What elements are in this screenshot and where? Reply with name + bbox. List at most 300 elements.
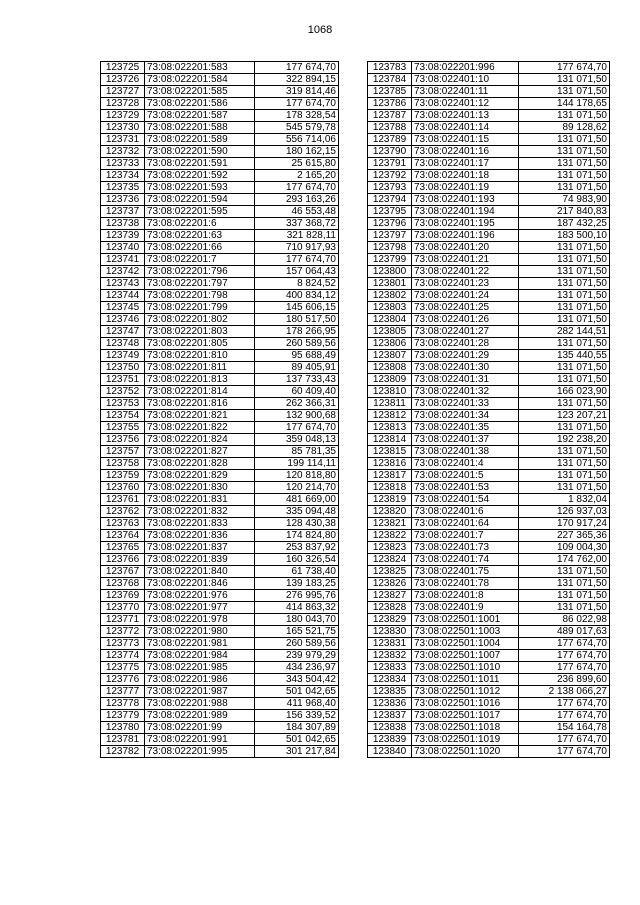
cadastral-number-cell: 73:08:022201:991 [145, 734, 255, 746]
row-number-cell: 123742 [101, 266, 145, 278]
value-cell: 131 071,50 [519, 254, 610, 266]
table-row [101, 722, 339, 734]
value-cell: 131 071,50 [519, 578, 610, 590]
row-number-cell: 123751 [101, 374, 145, 386]
table-row [101, 110, 339, 122]
table-row [101, 410, 339, 422]
value-cell: 157 064,43 [255, 266, 339, 278]
row-number-cell: 123749 [101, 350, 145, 362]
row-number-cell: 123796 [368, 218, 412, 230]
value-cell: 120 818,80 [255, 470, 339, 482]
table-row [101, 158, 339, 170]
cadastral-number-cell: 73:08:022201:824 [145, 434, 255, 446]
table-row [101, 338, 339, 350]
cadastral-number-cell: 73:08:022201:980 [145, 626, 255, 638]
row-number-cell: 123775 [101, 662, 145, 674]
value-cell: 260 589,56 [255, 638, 339, 650]
value-cell: 321 828,11 [255, 230, 339, 242]
cadastral-number-cell: 73:08:022401:8 [412, 590, 519, 602]
cadastral-number-cell: 73:08:022201:822 [145, 422, 255, 434]
cadastral-number-cell: 73:08:022201:588 [145, 122, 255, 134]
cadastral-number-cell: 73:08:022401:12 [412, 98, 519, 110]
table-row [368, 278, 610, 290]
table-row [101, 98, 339, 110]
cadastral-number-cell: 73:08:022201:590 [145, 146, 255, 158]
table-row [368, 302, 610, 314]
cadastral-number-cell: 73:08:022201:827 [145, 446, 255, 458]
table-row [101, 362, 339, 374]
row-number-cell: 123840 [368, 746, 412, 758]
row-number-cell: 123790 [368, 146, 412, 158]
cadastral-number-cell: 73:08:022201:988 [145, 698, 255, 710]
table-row [368, 350, 610, 362]
row-number-cell: 123757 [101, 446, 145, 458]
cadastral-number-cell: 73:08:022201:821 [145, 410, 255, 422]
cadastral-number-cell: 73:08:022401:28 [412, 338, 519, 350]
table-row [368, 590, 610, 602]
table-row [368, 110, 610, 122]
table-row [368, 458, 610, 470]
cadastral-number-cell: 73:08:022501:1004 [412, 638, 519, 650]
row-number-cell: 123825 [368, 566, 412, 578]
row-number-cell: 123727 [101, 86, 145, 98]
cadastral-number-cell: 73:08:022201:63 [145, 230, 255, 242]
row-number-cell: 123819 [368, 494, 412, 506]
table-row [101, 254, 339, 266]
cadastral-number-cell: 73:08:022201:796 [145, 266, 255, 278]
row-number-cell: 123763 [101, 518, 145, 530]
table-row [368, 686, 610, 698]
row-number-cell: 123820 [368, 506, 412, 518]
table-row [101, 674, 339, 686]
value-cell: 489 017,63 [519, 626, 610, 638]
cadastral-number-cell: 73:08:022401:31 [412, 374, 519, 386]
table-row [368, 446, 610, 458]
row-number-cell: 123810 [368, 386, 412, 398]
row-number-cell: 123781 [101, 734, 145, 746]
cadastral-number-cell: 73:08:022201:810 [145, 350, 255, 362]
cadastral-number-cell: 73:08:022401:16 [412, 146, 519, 158]
value-cell: 174 824,80 [255, 530, 339, 542]
row-number-cell: 123811 [368, 398, 412, 410]
value-cell: 556 714,06 [255, 134, 339, 146]
value-cell: 177 674,70 [519, 62, 610, 74]
value-cell: 260 589,56 [255, 338, 339, 350]
table-row [101, 350, 339, 362]
row-number-cell: 123787 [368, 110, 412, 122]
row-number-cell: 123791 [368, 158, 412, 170]
value-cell: 131 071,50 [519, 398, 610, 410]
value-cell: 131 071,50 [519, 374, 610, 386]
cadastral-number-cell: 73:08:022201:831 [145, 494, 255, 506]
cadastral-number-cell: 73:08:022401:21 [412, 254, 519, 266]
table-row [368, 134, 610, 146]
table-row [101, 386, 339, 398]
cadastral-number-cell: 73:08:022201:985 [145, 662, 255, 674]
table-row [368, 326, 610, 338]
row-number-cell: 123795 [368, 206, 412, 218]
table-row [101, 242, 339, 254]
value-cell: 184 307,89 [255, 722, 339, 734]
cadastral-number-cell: 73:08:022401:64 [412, 518, 519, 530]
value-cell: 131 071,50 [519, 86, 610, 98]
value-cell: 160 326,54 [255, 554, 339, 566]
table-row [368, 86, 610, 98]
row-number-cell: 123834 [368, 674, 412, 686]
value-cell: 131 071,50 [519, 590, 610, 602]
cadastral-number-cell: 73:08:022401:193 [412, 194, 519, 206]
cadastral-number-cell: 73:08:022501:1018 [412, 722, 519, 734]
table-row [101, 494, 339, 506]
value-cell: 131 071,50 [519, 302, 610, 314]
value-cell: 131 071,50 [519, 470, 610, 482]
row-number-cell: 123735 [101, 182, 145, 194]
value-cell: 434 236,97 [255, 662, 339, 674]
table-row [101, 614, 339, 626]
row-number-cell: 123772 [101, 626, 145, 638]
value-cell: 253 837,92 [255, 542, 339, 554]
table-row [101, 62, 339, 74]
table-row [101, 206, 339, 218]
cadastral-number-cell: 73:08:022201:797 [145, 278, 255, 290]
value-cell: 177 674,70 [519, 710, 610, 722]
row-number-cell: 123737 [101, 206, 145, 218]
register-table-left [100, 61, 339, 758]
table-row [101, 506, 339, 518]
table-row [368, 242, 610, 254]
table-row [101, 266, 339, 278]
value-cell: 131 071,50 [519, 134, 610, 146]
value-cell: 177 674,70 [519, 698, 610, 710]
value-cell: 46 553,48 [255, 206, 339, 218]
cadastral-number-cell: 73:08:022401:78 [412, 578, 519, 590]
table-row [368, 422, 610, 434]
value-cell: 236 899,60 [519, 674, 610, 686]
table-row [368, 638, 610, 650]
row-number-cell: 123839 [368, 734, 412, 746]
table-row [368, 746, 610, 758]
table-row [101, 170, 339, 182]
cadastral-number-cell: 73:08:022401:33 [412, 398, 519, 410]
cadastral-number-cell: 73:08:022401:29 [412, 350, 519, 362]
row-number-cell: 123750 [101, 362, 145, 374]
cadastral-number-cell: 73:08:022401:6 [412, 506, 519, 518]
row-number-cell: 123776 [101, 674, 145, 686]
row-number-cell: 123837 [368, 710, 412, 722]
table-row [368, 566, 610, 578]
row-number-cell: 123821 [368, 518, 412, 530]
cadastral-number-cell: 73:08:022401:7 [412, 530, 519, 542]
table-row [368, 734, 610, 746]
value-cell: 1 832,04 [519, 494, 610, 506]
value-cell: 177 674,70 [255, 98, 339, 110]
cadastral-number-cell: 73:08:022201:584 [145, 74, 255, 86]
row-number-cell: 123782 [101, 746, 145, 758]
value-cell: 144 178,65 [519, 98, 610, 110]
row-number-cell: 123812 [368, 410, 412, 422]
table-row [101, 542, 339, 554]
row-number-cell: 123799 [368, 254, 412, 266]
table-row [368, 374, 610, 386]
row-number-cell: 123801 [368, 278, 412, 290]
table-row [368, 194, 610, 206]
table-row [368, 74, 610, 86]
row-number-cell: 123784 [368, 74, 412, 86]
value-cell: 95 688,49 [255, 350, 339, 362]
table-row [101, 398, 339, 410]
value-cell: 217 840,83 [519, 206, 610, 218]
table-row [101, 134, 339, 146]
value-cell: 85 781,35 [255, 446, 339, 458]
value-cell: 262 366,31 [255, 398, 339, 410]
value-cell: 2 138 066,27 [519, 686, 610, 698]
row-number-cell: 123736 [101, 194, 145, 206]
table-row [101, 374, 339, 386]
row-number-cell: 123762 [101, 506, 145, 518]
cadastral-number-cell: 73:08:022201:799 [145, 302, 255, 314]
cadastral-number-cell: 73:08:022201:995 [145, 746, 255, 758]
cadastral-number-cell: 73:08:022201:99 [145, 722, 255, 734]
cadastral-number-cell: 73:08:022401:14 [412, 122, 519, 134]
cadastral-number-cell: 73:08:022201:803 [145, 326, 255, 338]
table-row [101, 590, 339, 602]
value-cell: 177 674,70 [519, 734, 610, 746]
table-row [368, 410, 610, 422]
table-row [368, 170, 610, 182]
value-cell: 131 071,50 [519, 266, 610, 278]
row-number-cell: 123802 [368, 290, 412, 302]
cadastral-number-cell: 73:08:022201:977 [145, 602, 255, 614]
table-row [101, 434, 339, 446]
cadastral-number-cell: 73:08:022201:981 [145, 638, 255, 650]
cadastral-number-cell: 73:08:022401:9 [412, 602, 519, 614]
row-number-cell: 123746 [101, 314, 145, 326]
value-cell: 109 004,30 [519, 542, 610, 554]
table-row [368, 338, 610, 350]
row-number-cell: 123744 [101, 290, 145, 302]
cadastral-number-cell: 73:08:022201:595 [145, 206, 255, 218]
row-number-cell: 123738 [101, 218, 145, 230]
value-cell: 177 674,70 [255, 62, 339, 74]
row-number-cell: 123789 [368, 134, 412, 146]
row-number-cell: 123822 [368, 530, 412, 542]
table-row [368, 470, 610, 482]
value-cell: 131 071,50 [519, 242, 610, 254]
table-row [368, 650, 610, 662]
table-row [368, 218, 610, 230]
table-row [368, 710, 610, 722]
value-cell: 131 071,50 [519, 110, 610, 122]
table-row [101, 326, 339, 338]
value-cell: 501 042,65 [255, 734, 339, 746]
cadastral-number-cell: 73:08:022201:828 [145, 458, 255, 470]
cadastral-number-cell: 73:08:022501:1019 [412, 734, 519, 746]
cadastral-number-cell: 73:08:022201:816 [145, 398, 255, 410]
cadastral-number-cell: 73:08:022201:594 [145, 194, 255, 206]
row-number-cell: 123756 [101, 434, 145, 446]
row-number-cell: 123726 [101, 74, 145, 86]
cadastral-number-cell: 73:08:022401:34 [412, 410, 519, 422]
cadastral-number-cell: 73:08:022501:1020 [412, 746, 519, 758]
cadastral-number-cell: 73:08:022401:10 [412, 74, 519, 86]
row-number-cell: 123827 [368, 590, 412, 602]
row-number-cell: 123807 [368, 350, 412, 362]
row-number-cell: 123829 [368, 614, 412, 626]
value-cell: 86 022,98 [519, 614, 610, 626]
value-cell: 61 738,40 [255, 566, 339, 578]
value-cell: 166 023,90 [519, 386, 610, 398]
row-number-cell: 123823 [368, 542, 412, 554]
cadastral-number-cell: 73:08:022401:35 [412, 422, 519, 434]
table-row [368, 290, 610, 302]
table-row [368, 518, 610, 530]
row-number-cell: 123740 [101, 242, 145, 254]
row-number-cell: 123805 [368, 326, 412, 338]
cadastral-number-cell: 73:08:022201:586 [145, 98, 255, 110]
row-number-cell: 123733 [101, 158, 145, 170]
value-cell: 183 500,10 [519, 230, 610, 242]
value-cell: 131 071,50 [519, 566, 610, 578]
value-cell: 131 071,50 [519, 170, 610, 182]
table-row [368, 614, 610, 626]
row-number-cell: 123836 [368, 698, 412, 710]
cadastral-number-cell: 73:08:022401:37 [412, 434, 519, 446]
table-row [368, 662, 610, 674]
row-number-cell: 123764 [101, 530, 145, 542]
row-number-cell: 123730 [101, 122, 145, 134]
row-number-cell: 123815 [368, 446, 412, 458]
cadastral-number-cell: 73:08:022401:38 [412, 446, 519, 458]
table-row [368, 542, 610, 554]
row-number-cell: 123748 [101, 338, 145, 350]
table-row [101, 86, 339, 98]
table-row [101, 650, 339, 662]
table-row [368, 554, 610, 566]
cadastral-number-cell: 73:08:022401:24 [412, 290, 519, 302]
value-cell: 123 207,21 [519, 410, 610, 422]
cadastral-number-cell: 73:08:022401:15 [412, 134, 519, 146]
cadastral-number-cell: 73:08:022201:589 [145, 134, 255, 146]
value-cell: 319 814,46 [255, 86, 339, 98]
table-row [101, 218, 339, 230]
cadastral-number-cell: 73:08:022501:1001 [412, 614, 519, 626]
row-number-cell: 123741 [101, 254, 145, 266]
cadastral-number-cell: 73:08:022401:18 [412, 170, 519, 182]
value-cell: 178 328,54 [255, 110, 339, 122]
cadastral-number-cell: 73:08:022201:814 [145, 386, 255, 398]
table-row [101, 626, 339, 638]
row-number-cell: 123828 [368, 602, 412, 614]
row-number-cell: 123743 [101, 278, 145, 290]
row-number-cell: 123769 [101, 590, 145, 602]
cadastral-number-cell: 73:08:022401:11 [412, 86, 519, 98]
row-number-cell: 123818 [368, 482, 412, 494]
value-cell: 322 894,15 [255, 74, 339, 86]
table-row [368, 482, 610, 494]
table-row [101, 302, 339, 314]
row-number-cell: 123759 [101, 470, 145, 482]
row-number-cell: 123788 [368, 122, 412, 134]
cadastral-number-cell: 73:08:022201:7 [145, 254, 255, 266]
row-number-cell: 123831 [368, 638, 412, 650]
row-number-cell: 123761 [101, 494, 145, 506]
value-cell: 177 674,70 [519, 638, 610, 650]
row-number-cell: 123779 [101, 710, 145, 722]
table-row [368, 506, 610, 518]
cadastral-number-cell: 73:08:022201:591 [145, 158, 255, 170]
table-row [101, 482, 339, 494]
row-number-cell: 123813 [368, 422, 412, 434]
row-number-cell: 123774 [101, 650, 145, 662]
row-number-cell: 123792 [368, 170, 412, 182]
row-number-cell: 123768 [101, 578, 145, 590]
table-row [368, 722, 610, 734]
register-table-right [367, 61, 610, 758]
cadastral-number-cell: 73:08:022201:976 [145, 590, 255, 602]
value-cell: 139 183,25 [255, 578, 339, 590]
cadastral-number-cell: 73:08:022401:19 [412, 182, 519, 194]
value-cell: 411 968,40 [255, 698, 339, 710]
value-cell: 359 048,13 [255, 434, 339, 446]
cadastral-number-cell: 73:08:022401:20 [412, 242, 519, 254]
table-row [368, 674, 610, 686]
table-row [101, 182, 339, 194]
row-number-cell: 123809 [368, 374, 412, 386]
cadastral-number-cell: 73:08:022401:73 [412, 542, 519, 554]
value-cell: 187 432,25 [519, 218, 610, 230]
cadastral-number-cell: 73:08:022201:839 [145, 554, 255, 566]
table-row [368, 626, 610, 638]
value-cell: 400 834,12 [255, 290, 339, 302]
table-row [101, 122, 339, 134]
table-row [368, 314, 610, 326]
cadastral-number-cell: 73:08:022401:5 [412, 470, 519, 482]
cadastral-number-cell: 73:08:022201:587 [145, 110, 255, 122]
row-number-cell: 123753 [101, 398, 145, 410]
row-number-cell: 123747 [101, 326, 145, 338]
value-cell: 545 579,78 [255, 122, 339, 134]
value-cell: 2 165,20 [255, 170, 339, 182]
cadastral-number-cell: 73:08:022201:66 [145, 242, 255, 254]
cadastral-number-cell: 73:08:022401:53 [412, 482, 519, 494]
table-row [101, 710, 339, 722]
cadastral-number-cell: 73:08:022201:585 [145, 86, 255, 98]
cadastral-number-cell: 73:08:022201:805 [145, 338, 255, 350]
cadastral-number-cell: 73:08:022201:986 [145, 674, 255, 686]
table-row [368, 254, 610, 266]
value-cell: 180 517,50 [255, 314, 339, 326]
table-row [101, 290, 339, 302]
cadastral-number-cell: 73:08:022201:987 [145, 686, 255, 698]
row-number-cell: 123783 [368, 62, 412, 74]
table-row [368, 206, 610, 218]
table-row [101, 554, 339, 566]
cadastral-number-cell: 73:08:022201:830 [145, 482, 255, 494]
row-number-cell: 123752 [101, 386, 145, 398]
cadastral-number-cell: 73:08:022401:194 [412, 206, 519, 218]
value-cell: 131 071,50 [519, 182, 610, 194]
cadastral-number-cell: 73:08:022401:54 [412, 494, 519, 506]
table-row [368, 158, 610, 170]
table-row [101, 470, 339, 482]
row-number-cell: 123833 [368, 662, 412, 674]
value-cell: 131 071,50 [519, 290, 610, 302]
value-cell: 180 043,70 [255, 614, 339, 626]
value-cell: 180 162,15 [255, 146, 339, 158]
table-row [101, 638, 339, 650]
cadastral-number-cell: 73:08:022201:833 [145, 518, 255, 530]
table-row [368, 122, 610, 134]
